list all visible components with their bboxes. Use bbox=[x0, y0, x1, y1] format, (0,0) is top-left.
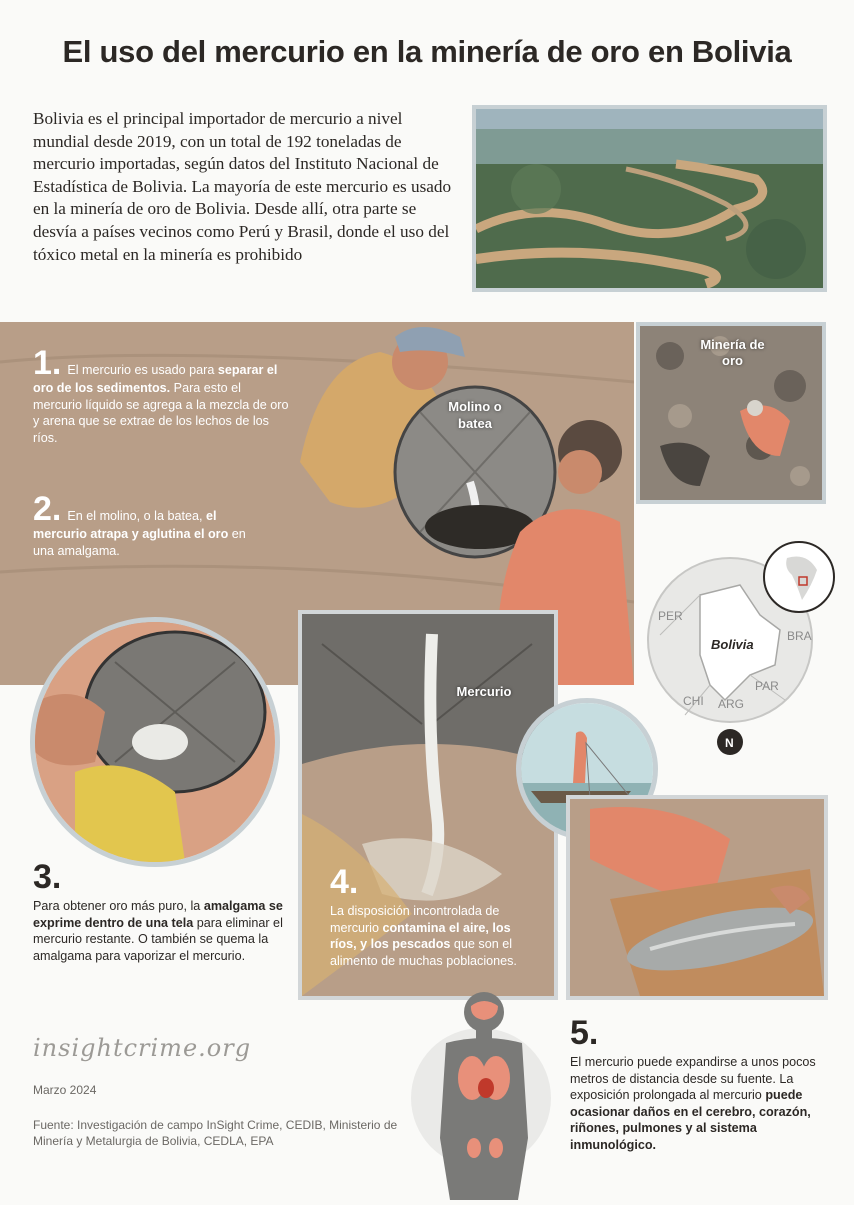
step-3-text-post: para eliminar el mercurio restante. O también se quema la amalgama para vaporizar el mercurio. bbox=[33, 915, 283, 963]
step-1-number: 1. bbox=[33, 344, 62, 382]
step-2-text-pre: En el molino, o la batea, bbox=[67, 509, 206, 523]
source-credits: Fuente: Investigación de campo InSight Crime, CEDIB, Ministerio de Minería y Metalurgia de Bolivia, CEDLA, EPA bbox=[33, 1118, 398, 1148]
step-4-text-bold: contamina el aire, los ríos, y los pescados bbox=[330, 920, 511, 952]
brand-logo: insightcrime.org bbox=[33, 1034, 252, 1062]
human-body-graphic bbox=[406, 988, 556, 1200]
step-4-number: 4. bbox=[330, 863, 359, 901]
step-3-number: 3. bbox=[33, 858, 62, 896]
map-label-bra: BRA bbox=[787, 629, 812, 643]
step-5-text-pre: El mercurio puede expandirse a unos pocos metros de distancia desde su fuente. La exposición prolongada al mercurio bbox=[570, 1055, 816, 1103]
step-1-text-pre: El mercurio es usado para bbox=[67, 363, 218, 377]
step-1-text-post: Para esto el mercurio líquido se agrega a la mezcla de oro y arena que se extrae de los lechos de los ríos. bbox=[33, 381, 289, 445]
step-3-text-pre: Para obtener oro más puro, la bbox=[33, 899, 204, 913]
globe-icon bbox=[762, 540, 836, 614]
map-label-arg: ARG bbox=[718, 697, 745, 711]
page-title: El uso del mercurio en la minería de oro en Bolivia bbox=[62, 34, 792, 69]
aerial-river-photo bbox=[472, 105, 827, 292]
step-1-text-bold: separar el oro de los sedimentos. bbox=[33, 363, 278, 395]
step-3-text-bold: amalgama se exprime dentro de una tela bbox=[33, 899, 283, 930]
map-label-chi: CHI bbox=[683, 694, 704, 708]
fish-cutting-image bbox=[566, 795, 828, 1000]
step-5-number: 5. bbox=[570, 1014, 599, 1052]
squeeze-illustration bbox=[35, 622, 275, 862]
step-1 bbox=[33, 346, 293, 446]
publication-date: Marzo 2024 bbox=[33, 1083, 97, 1097]
step-5 bbox=[570, 1016, 830, 1154]
globe-inset bbox=[762, 540, 836, 614]
step-2-number: 2. bbox=[33, 490, 62, 528]
step-4-text-post: que son el alimento de muchas poblaciones. bbox=[330, 937, 517, 968]
fish-illustration bbox=[570, 799, 824, 996]
intro-text: Bolivia es el principal importador de mercurio a nivel mundial desde 2019, con un total de 192 toneladas de mercurio importadas, según datos del Instituto Nacional de Estadística de Bolivia. La mayoría de este mercurio es usado en la minería de oro de Bolivia. Desde allí, otra parte se desvía a países vecinos como Perú y Brasil, donde el uso del tóxico metal en la minería es prohibido bbox=[33, 109, 452, 264]
map-label-bolivia: Bolivia bbox=[711, 637, 754, 652]
step-3 bbox=[33, 860, 293, 964]
molino-label: Molino o batea bbox=[448, 399, 502, 431]
step-2-text-post: en una amalgama. bbox=[33, 527, 246, 558]
mineria-label: Minería de oro bbox=[700, 337, 765, 368]
step-5-text-bold: puede ocasionar daños en el cerebro, corazón, riñones, pulmones y al sistema inmunológico. bbox=[570, 1088, 811, 1152]
north-icon: N bbox=[725, 736, 734, 750]
map-label-par: PAR bbox=[755, 679, 779, 693]
map-label-per: PER bbox=[658, 609, 683, 623]
step-4-text-pre: La disposición incontrolada de mercurio bbox=[330, 904, 500, 935]
step-2-text-bold: el mercurio atrapa y aglutina el oro bbox=[33, 509, 229, 541]
body-organs-illustration bbox=[406, 988, 556, 1200]
squeeze-amalgam-circle bbox=[30, 617, 280, 867]
step-2 bbox=[33, 492, 263, 559]
mercurio-label: Mercurio bbox=[456, 684, 512, 699]
step-4 bbox=[330, 865, 530, 969]
aerial-river-illustration bbox=[476, 109, 823, 288]
